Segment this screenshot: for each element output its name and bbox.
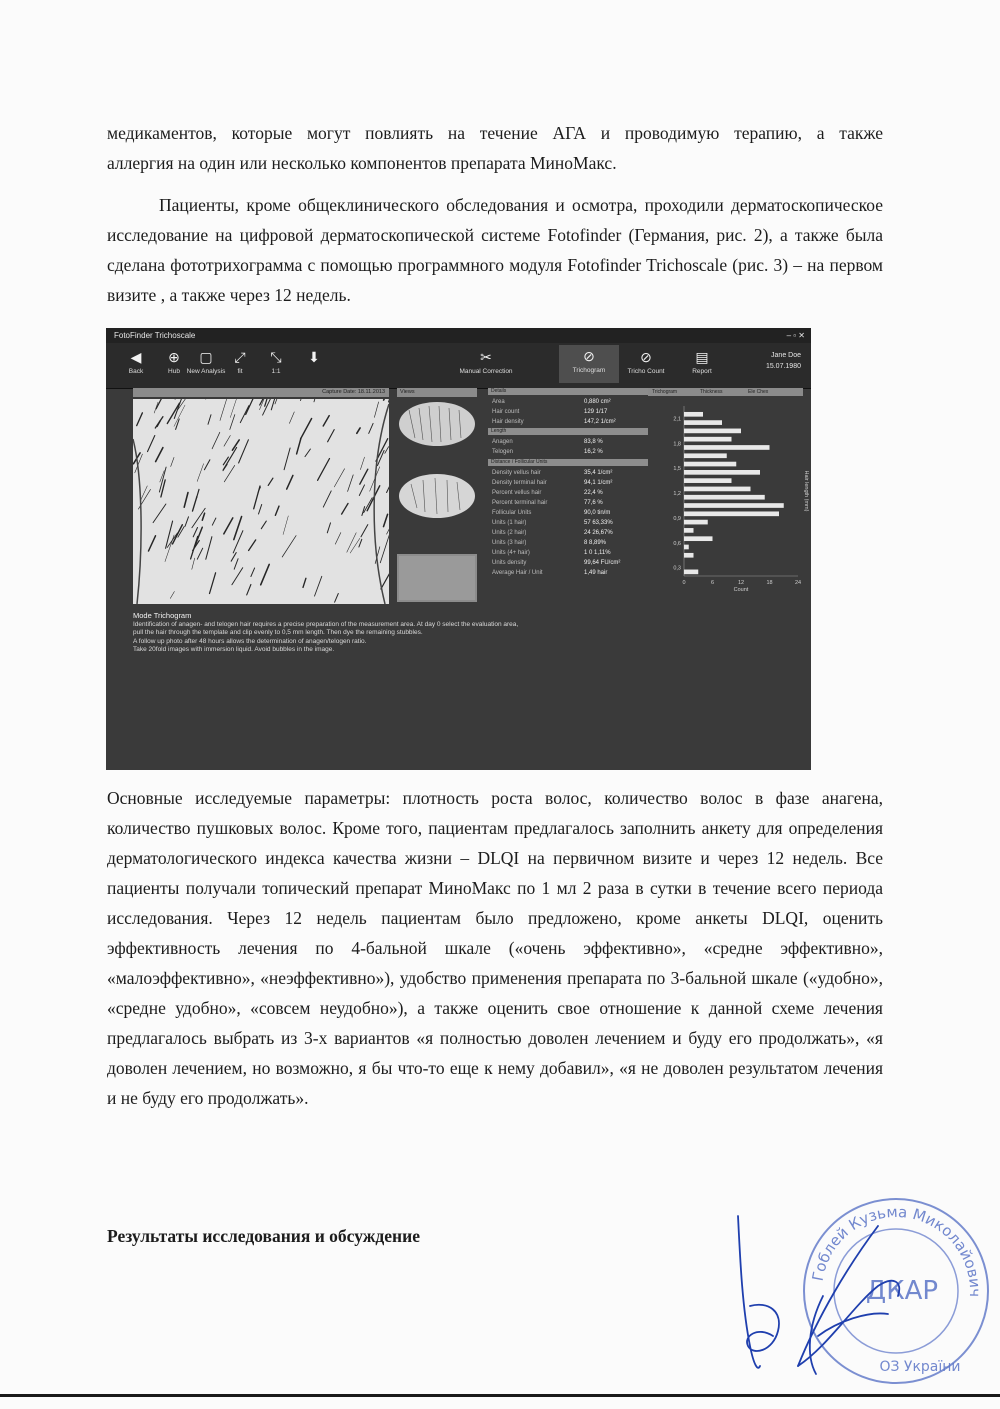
hair-trichogram-image[interactable] xyxy=(133,399,389,604)
bar xyxy=(684,462,736,467)
y-tick-label: 0,6 xyxy=(673,540,681,547)
x-tick-label: 0 xyxy=(682,580,686,586)
chart-canvas xyxy=(648,396,811,604)
view-thumbnail[interactable] xyxy=(397,472,477,520)
x-tick-label: 6 xyxy=(710,580,715,586)
parameters-panel xyxy=(488,388,648,604)
svg-text:Гоблей Кузьма Миколайович: Гоблей Кузьма Миколайович xyxy=(808,1202,985,1298)
bar xyxy=(684,478,732,483)
note-title: Mode Trichogram xyxy=(133,611,192,620)
tricho-count-icon: ⊘ xyxy=(640,349,652,365)
y-tick-label: 0,3 xyxy=(673,565,681,572)
param-row: Units (3 hair) 8 8,89% xyxy=(492,540,607,546)
mode-note xyxy=(133,612,793,655)
hair-length-chart xyxy=(648,388,811,604)
param-row: Units density 99,64 FU/cm² xyxy=(492,560,621,566)
paragraph-continuation xyxy=(107,118,883,178)
capture-date: Capture Date: 18.11.2013 xyxy=(133,388,389,397)
bar xyxy=(684,487,751,492)
bar xyxy=(684,437,732,442)
params-header: Distance / Follicular Units xyxy=(488,459,648,466)
hub-icon: ⊕ xyxy=(168,349,180,365)
param-row: Percent terminal hair 77,6 % xyxy=(492,500,603,506)
window-title: FotoFinder Trichoscale xyxy=(114,331,196,340)
back-arrow-icon: ◀ xyxy=(130,349,142,365)
window-controls[interactable]: – ▫ ✕ xyxy=(786,331,805,340)
trichogram-tab[interactable]: ⊘ Trichogram xyxy=(559,345,619,383)
one-to-one-button[interactable]: ⤡ 1:1 xyxy=(246,346,306,375)
paragraph-line: медикаментов, которые могут повлиять на течение АГА и проводимую терапию, а также xyxy=(107,123,883,143)
back-button[interactable]: ◀ Back xyxy=(106,346,166,375)
paragraph-line: аллергия на один или несколько компонентов препарата МиноМакс. xyxy=(107,153,617,173)
params-header: Length xyxy=(488,428,648,435)
manual-correction-button[interactable]: ✂ Manual Correction xyxy=(456,346,516,375)
new-analysis-button[interactable]: ▢ New Analysis xyxy=(176,346,236,375)
bar xyxy=(684,420,722,425)
paragraph-parameters xyxy=(107,783,883,1113)
param-row: Anagen 83,8 % xyxy=(492,439,603,445)
view-thumbnail[interactable] xyxy=(397,554,477,602)
bar xyxy=(684,536,713,541)
bar xyxy=(684,429,741,434)
x-axis-label: Count xyxy=(733,587,749,593)
note-line: pull the hair through the template and clip evenly to 0,5 mm length. Then dye the remaining stubbles. xyxy=(133,629,423,637)
bar xyxy=(684,528,694,533)
handwritten-signature xyxy=(728,1196,948,1386)
bar xyxy=(684,545,689,550)
paragraph-methods xyxy=(107,190,883,310)
one-to-one-icon: ⤡ xyxy=(270,349,282,365)
manual-correction-icon: ✂ xyxy=(480,349,492,365)
bar xyxy=(684,570,698,575)
bar xyxy=(684,445,770,450)
tricho-count-tab[interactable]: ⊘ Tricho Count xyxy=(616,346,676,375)
params-header: Details xyxy=(488,388,648,395)
bar xyxy=(684,503,784,508)
bar xyxy=(684,511,779,516)
patient-info xyxy=(766,350,801,372)
svg-text:ДКАР: ДКАР xyxy=(865,1276,939,1306)
hub-button[interactable]: ⊕ Hub xyxy=(144,346,204,375)
y-tick-label: 1,5 xyxy=(673,466,681,473)
bar xyxy=(684,495,765,500)
trichogram-icon: ⊘ xyxy=(583,348,595,364)
y-tick-label: 1,2 xyxy=(673,491,681,498)
paragraph-text: Пациенты, кроме общеклинического обследования и осмотра, проходили дерматоскопическое исследование на цифровой дерматоскопической системе Fotofinder (Германия, рис. 2), а также была сделана фототрихограмма с помощью программного модуля Fotofinder Trichoscale (рис. 3) – на первом визите , а также через 12 недель. xyxy=(107,195,883,305)
note-line: Identification of anagen- and telogen hair requires a precise preparation of the measurement area. At day 0 select the evaluation area, xyxy=(133,620,519,628)
tab-ele-chex[interactable]: Ele Chex xyxy=(748,389,769,395)
image-panel xyxy=(133,388,493,604)
patient-date: 15.07.1980 xyxy=(765,363,801,370)
param-row: Density vellus hair 35,4 1/cm² xyxy=(492,470,613,476)
x-tick-label: 12 xyxy=(737,580,745,586)
param-row: Area 0,880 cm² xyxy=(492,399,611,405)
fit-button[interactable]: ⤢ fit xyxy=(210,346,270,375)
y-axis-label: Hair length (mm) xyxy=(803,470,809,512)
section-heading: Результаты исследования и обсуждение xyxy=(107,1226,420,1246)
bar xyxy=(684,520,708,525)
toolbar xyxy=(106,343,811,389)
y-tick-label: 0,9 xyxy=(673,515,681,522)
fit-icon: ⤢ xyxy=(234,349,246,365)
note-line: Take 20fold images with immersion liquid. Avoid bubbles in the image. xyxy=(133,646,335,654)
bar xyxy=(684,412,703,417)
chart-tabs xyxy=(648,388,803,396)
param-row: Hair density 147,2 1/cm² xyxy=(492,419,616,425)
param-row: Units (2 hair) 24 26,67% xyxy=(492,530,613,536)
param-row: Telogen 16,2 % xyxy=(492,449,603,455)
param-row: Average Hair / Unit 1,49 hair xyxy=(492,570,608,576)
page-bottom-edge xyxy=(0,1394,1000,1397)
x-tick-label: 24 xyxy=(794,580,802,586)
y-tick-label: 2,1 xyxy=(673,416,681,423)
trichoscale-screenshot xyxy=(106,328,811,770)
param-row: Units (1 hair) 57 63,33% xyxy=(492,520,613,526)
marker-icon: ⬇ xyxy=(308,349,320,365)
y-tick-label: 1,8 xyxy=(673,441,681,448)
bar xyxy=(684,453,727,458)
tab-thickness[interactable]: Thickness xyxy=(700,389,723,395)
bar xyxy=(684,553,694,558)
marker-button[interactable] xyxy=(284,346,344,368)
param-row: Follicular Units 90,0 tin/m xyxy=(492,510,611,516)
x-tick-label: 18 xyxy=(766,580,773,586)
note-line: A follow up photo after 48 hours allows the determination of anagen/telogen ratio. xyxy=(133,637,367,645)
tab-trichogram[interactable]: Trichogram xyxy=(652,389,678,395)
param-row: Units (4+ hair) 1 0 1,11% xyxy=(492,550,611,556)
report-button[interactable]: ▤ Report xyxy=(672,346,732,375)
bar xyxy=(684,470,760,475)
views-header: Views xyxy=(397,388,477,397)
svg-text:ОЗ України: ОЗ України xyxy=(879,1359,961,1375)
view-thumbnail[interactable] xyxy=(397,400,477,448)
paragraph-text: Основные исследуемые параметры: плотность роста волос, количество волос в фазе анагена, количество пушковых волос. Кроме того, пациентам предлагалось заполнить анкету для определения дерматологического индекса качества жизни – DLQI на первичном визите и через 12 недель. Все пациенты получали топический препарат МиноМакс по 1 мл 2 раза в сутки в течение всего периода исследования. Через 12 недель пациентам было предложено, кроме анкеты DLQI, оценить эффективность лечения по 4-бальной шкале («очень эффективно», «средне эффективно», «малоэффективно», «неэффективно»), удобство применения препарата по 3-бальной шкале («удобно», «средне удобно», «совсем неудобно»), а также оценить свое отношение к данной схеме лечения предлагалось выбрать из 3-х вариантов «я полностью доволен лечением и буду его продолжать», «я доволен лечением, но возможно, я бы что-то еще к нему добавил», «я не доволен результатом лечения и не буду его продолжать». xyxy=(107,788,883,1108)
report-icon: ▤ xyxy=(695,349,709,365)
param-row: Hair count 129 1/17 xyxy=(492,409,608,415)
param-row: Percent vellus hair 22,4 % xyxy=(492,490,603,496)
window-titlebar xyxy=(106,328,811,343)
new-analysis-icon: ▢ xyxy=(199,349,213,365)
param-row: Density terminal hair 94,1 1/cm² xyxy=(492,480,613,486)
patient-name: Jane Doe xyxy=(771,352,801,359)
